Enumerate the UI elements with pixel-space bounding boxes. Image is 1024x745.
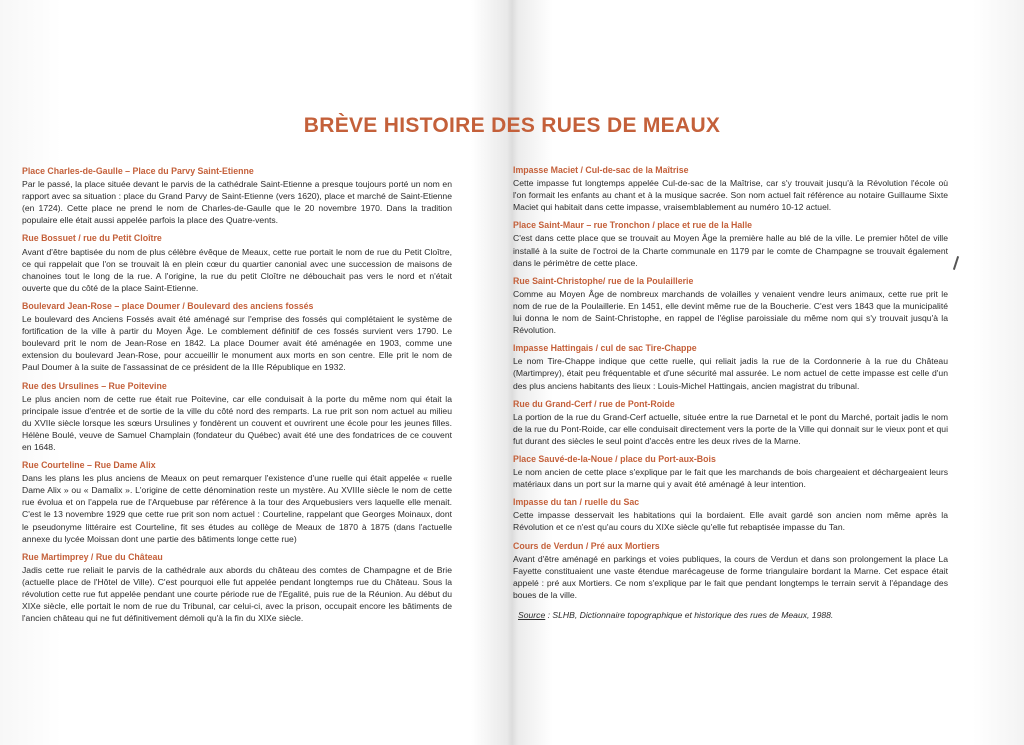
street-text: Le boulevard des Anciens Fossés avait été aménagé sur l'emprise des fossés qui complétaient le système de fortification de la ville à partir du Moyen Âge. Le comblement définitif de ces fossés survient vers 1790. Le boulevard prit le nom de Jean-Rose en 1842. La place Doumer avait été aménagée en 1903, comme une extension du boulevard Jean-Rose, pour accueillir le monument aux morts en son centre. Elle prit le nom de Paul Doumer à la suite de l'assassinat de ce président de la IIIe République en 1932. (22, 314, 452, 373)
street-entry (513, 342, 948, 391)
street-entry (22, 551, 452, 625)
street-text: Le plus ancien nom de cette rue était rue Poitevine, car elle conduisait à la porte du même nom qui était la principale issue d'entrée et de sortie de la ville du côté nord des remparts. La rue prit son nom actuel au milieu du XVIIe siècle lorsque les sœurs Ursulines y fondèrent un couvent et ouvrirent une école pour les jeunes filles. Hélène Boulé, veuve de Samuel Champlain (fondateur du Québec) avait été une des fondatrices de ce couvent en 1648. (22, 393, 452, 452)
street-entry (513, 540, 948, 601)
street-heading: Impasse Hattingais / cul de sac Tire-Chappe (513, 343, 697, 354)
street-entry (513, 453, 948, 490)
street-heading: Rue Saint-Christophe/ rue de la Poulaillerie (513, 275, 694, 286)
document-title: BRÈVE HISTOIRE DES RUES DE MEAUX (303, 114, 721, 137)
street-heading: Impasse du tan / ruelle du Sac (513, 497, 640, 508)
street-heading: Rue Bossuet / rue du Petit Cloître (22, 233, 162, 244)
street-text: C'est dans cette place que se trouvait au Moyen Âge la première halle au blé de la ville. Le premier hôtel de ville installé à la suite de l'octroi de la Charte communale en 1179 par le comte de Champagne se trouvait également dans le périmètre de cette place. (513, 233, 948, 268)
street-text: Le nom ancien de cette place s'explique par le fait que les marchands de bois chargeaient et déchargeaient leurs matériaux dans un port sur la marne qui y avait été aménagé à leur intention. (513, 467, 948, 490)
street-text: Par le passé, la place située devant le parvis de la cathédrale Saint-Etienne a presque toujours porté un nom en rapport avec sa situation : place du Grand Parvy de Saint-Etienne (vers 1620), place et marché de Saint-Etienne (en 1724). Cette place ne prend le nom de Charles-de-Gaulle que le 20 novembre 1970. Dans la tradition populaire elle était aussi appelée parfois la place des Quatre-vents. (22, 179, 452, 226)
street-heading: Place Sauvé-de-la-Noue / place du Port-aux-Bois (513, 453, 716, 464)
street-entry (513, 164, 948, 213)
street-heading: Cours de Verdun / Pré aux Mortiers (513, 540, 660, 551)
street-entry (513, 398, 948, 447)
street-text: Cette impasse fut longtemps appelée Cul-de-sac de la Maîtrise, car s'y trouvait jusqu'à la Révolution l'école où l'on formait les enfants au chant et à la musique sacrée. Son nom actuel fait référence au notaire Guillaume Sixte Maciet qui habitait dans cette impasse, vraisemblablement au numéro 10-12 actuel. (513, 178, 948, 213)
street-text: Avant d'être baptisée du nom de plus célèbre évêque de Meaux, cette rue portait le nom de rue du Petit Cloître, ce qui rappelait que l'on se trouvait là en plein cœur du quartier canonial avec une succession de maisons de chanoines tout le long de la rue. A l'origine, la rue du petit Cloître ne débouchait pas vers le nord et n'était ouverte que du côté de la place Saint-Etienne. (22, 246, 452, 293)
street-heading: Boulevard Jean-Rose – place Doumer / Boulevard des anciens fossés (22, 300, 314, 311)
street-entry (22, 232, 452, 293)
street-text: Avant d'être aménagé en parkings et voies publiques, la cours de Verdun et dans son prolongement la place La Fayette constituaient une vaste étendue marécageuse de forme triangulaire bordant la Marne. Cet espace était appelé : pré aux Mortiers. Ce nom s'explique par le fait que pendant longtemps le terrain servit à l'épandage des boues de la ville. (513, 553, 948, 600)
street-entry (513, 219, 948, 268)
street-text: Comme au Moyen Âge de nombreux marchands de volailles y venaient vendre leurs animaux, cette rue prit le nom de rue de la Poulaillerie. En 1451, elle devint même rue de la Boucherie. C'est vers 1843 que la municipalité lui donna le nom de Saint-Christophe, en rappel de l'église paroissiale du même nom qui s'y trouvait jusqu'à la Révolution. (513, 288, 948, 336)
street-entry (22, 165, 452, 226)
street-heading: Rue des Ursulines – Rue Poitevine (22, 380, 167, 391)
source-citation (513, 609, 948, 621)
street-heading: Rue Martimprey / Rue du Château (22, 551, 163, 562)
source-label: Source (518, 610, 546, 620)
street-heading: Rue du Grand-Cerf / rue de Pont-Roide (513, 398, 675, 409)
street-heading: Place Saint-Maur – rue Tronchon / place et rue de la Halle (513, 220, 753, 231)
street-entry (513, 275, 948, 336)
street-entry (513, 496, 948, 533)
street-text: Jadis cette rue reliait le parvis de la cathédrale aux abords du château des comtes de Champagne et de Brie (actuelle place de l'Hôtel de Ville). C'est pourquoi elle fut appelée pendant longtemps rue du Château. Sous la révolution cette rue fut appelée pendant une courte période rue de l'Egalité, puis rue de la Réunion. Au début du XIXe siècle, elle portait le nom de rue du Tribunal, car celui-ci, avec la prison, occupait encore les bâtiments de l'ancien château qui ne fut définitivement démoli qu'à la fin du XIXe siècle. (22, 564, 452, 624)
right-column (513, 164, 948, 621)
street-entry (22, 459, 452, 545)
source-text: : SLHB, Dictionnaire topographique et historique des rues de Meaux, 1988. (545, 610, 834, 620)
street-entry (22, 380, 452, 454)
street-heading: Impasse Maciet / Cul-de-sac de la Maîtrise (513, 165, 689, 175)
street-text: Dans les plans les plus anciens de Meaux on peut remarquer l'existence d'une ruelle qui était appelée « ruelle Dame Alix » ou « Damalix ». L'origine de cette dénomination reste un mystère. Au XVIIIe siècle le nom de cette rue évolua et on l'appela rue de l'Arquebuse par référence à la tour des Arquebusiers vers laquelle elle menait. C'est le 13 novembre 1929 que cette rue prit son nom actuel : Courteline, rappelant que Georges Moinaux, dont le pseudonyme littéraire est Courteline, fit ses études au collège de Meaux de 1870 à 1875 (dans l'actuelle annexe du lycée Moissan dont une partie des bâtiments longe cette rue) (22, 473, 452, 544)
street-text: Le nom Tire-Chappe indique que cette ruelle, qui reliait jadis la rue de la Cordonnerie à la rue du Château (Martimprey), était peu fréquentable et d'une sécurité mal assurée. Le nom actuel de cette impasse est celle d'un des plus anciens habitants des lieux : Louis-Michel Hattingais, ancien magistrat du tribunal. (513, 356, 948, 391)
street-heading: Place Charles-de-Gaulle – Place du Parvy Saint-Etienne (22, 166, 254, 176)
street-entry (22, 300, 452, 374)
street-heading: Rue Courteline – Rue Dame Alix (22, 460, 156, 471)
street-text: Cette impasse desservait les habitations qui la bordaient. Elle avait gardé son ancien nom même après la Révolution et ce n'est qu'au cours du XIXe siècle qu'elle fut rebaptisée impasse du Tan. (513, 510, 948, 533)
left-column (22, 165, 452, 630)
street-text: La portion de la rue du Grand-Cerf actuelle, située entre la rue Darnetal et le pont du Marché, portait jadis le nom de la rue du Pont-Roide, car elle conduisait directement vers la porte de la Ville qui donnait sur le vieux pont et qui fut durant des siècles le seul point d'accès entre les deux rives de la Marne. (513, 411, 948, 446)
